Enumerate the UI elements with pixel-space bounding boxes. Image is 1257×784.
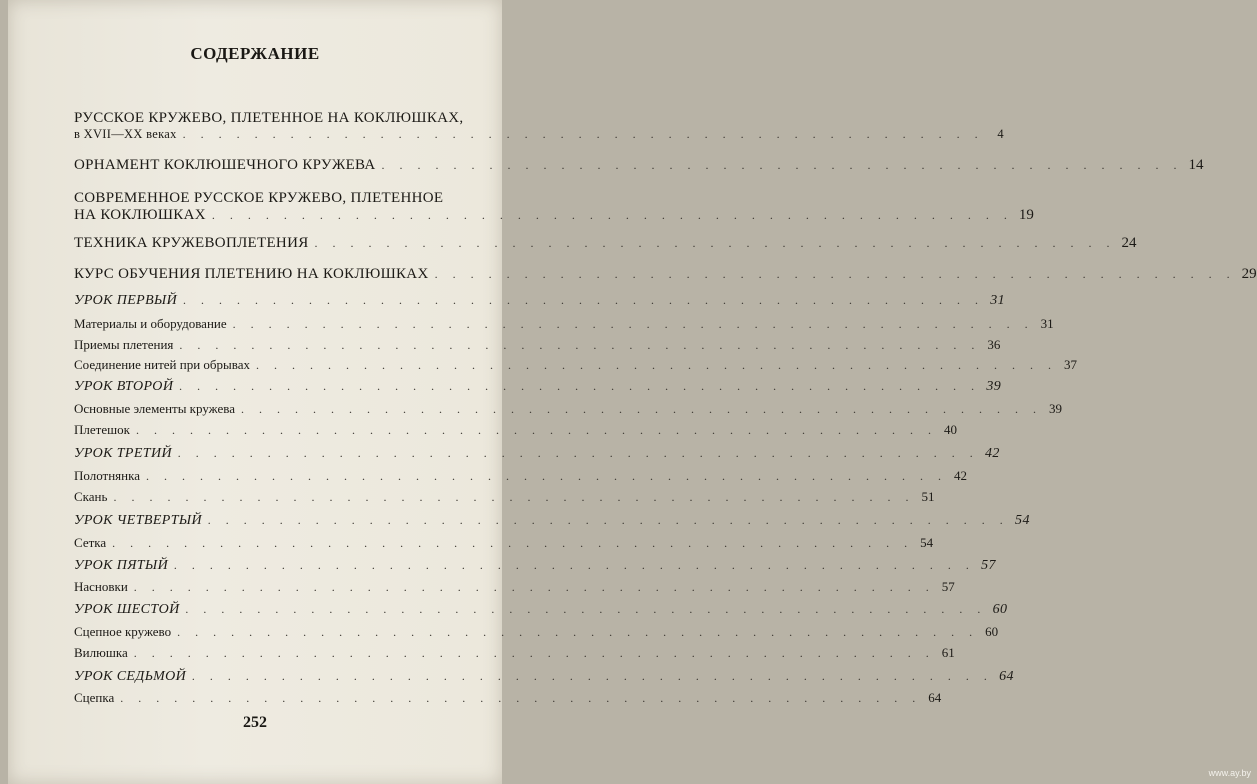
toc-entry-title: Плетешок bbox=[74, 422, 130, 437]
dot-leader: . . . . . . . . . . . . . . . . . . . . . . . . . . . . . . . . . . . . . . . . . . . . . bbox=[120, 691, 922, 705]
toc-page-number: 36 bbox=[987, 337, 1001, 352]
toc-entry bbox=[74, 535, 934, 551]
toc-page-number: 61 bbox=[941, 645, 955, 660]
toc-page-number: 42 bbox=[954, 468, 967, 483]
toc-entry-title: РУССКОЕ КРУЖЕВО, ПЛЕТЕННОЕ НА КОКЛЮШКАХ, bbox=[74, 110, 464, 126]
dot-leader: . . . . . . . . . . . . . . . . . . . . . . . . . . . . . . . . . . . . . . . . . . . . . bbox=[208, 513, 1010, 527]
toc-entry bbox=[74, 690, 942, 706]
toc-page-number: 51 bbox=[921, 489, 935, 504]
toc-entry-title: Вилюшка bbox=[74, 645, 128, 660]
dot-leader: . . . . . . . . . . . . . . . . . . . . . . . . . . . . . . . . . . . . . . . . . . . . . bbox=[113, 490, 915, 504]
dot-leader: . . . . . . . . . . . . . . . . . . . . . . . . . . . . . . . . . . . . . . . . . . . . . bbox=[211, 208, 1013, 222]
toc-entry bbox=[74, 624, 999, 640]
toc-page-number: 54 bbox=[920, 535, 934, 550]
toc-entry bbox=[74, 337, 1001, 353]
toc-entry bbox=[74, 579, 955, 595]
toc-entry-title: СОВРЕМЕННОЕ РУССКОЕ КРУЖЕВО, ПЛЕТЕННОЕ bbox=[74, 190, 444, 206]
toc-entry-title: УРОК ВТОРОЙ bbox=[74, 379, 174, 394]
toc-entry bbox=[74, 379, 1002, 395]
dot-leader: . . . . . . . . . . . . . . . . . . . . . . . . . . . . . . . . . . . . . . . . . . . . . bbox=[112, 536, 914, 550]
toc-page-number: 4 bbox=[997, 127, 1004, 141]
toc-page-number: 64 bbox=[928, 690, 942, 705]
toc-page-number: 64 bbox=[999, 669, 1014, 684]
page-heading: СОДЕРЖАНИЕ bbox=[190, 44, 320, 63]
toc-page-number: 19 bbox=[1018, 207, 1034, 223]
toc-page-number: 39 bbox=[1048, 401, 1062, 416]
toc-page-number: 29 bbox=[1241, 266, 1257, 282]
toc-entry-title: Сцепка bbox=[74, 690, 115, 705]
toc-entry-title: Приемы плетения bbox=[74, 337, 174, 352]
toc-page-number: 60 bbox=[992, 602, 1008, 617]
toc-entry-title: Соединение нитей при обрывах bbox=[74, 357, 250, 372]
dot-leader: . . . . . . . . . . . . . . . . . . . . . . . . . . . . . . . . . . . . . . . . . . . . . bbox=[182, 127, 984, 141]
toc-entry-title: Сетка bbox=[74, 535, 107, 550]
toc-entry bbox=[74, 235, 1137, 252]
toc-page-number: 60 bbox=[985, 624, 999, 639]
toc-entry-title: Полотнянка bbox=[74, 468, 140, 483]
dot-leader: . . . . . . . . . . . . . . . . . . . . . . . . . . . . . . . . . . . . . . . . . . . . . bbox=[192, 669, 994, 683]
dot-leader: . . . . . . . . . . . . . . . . . . . . . . . . . . . . . . . . . . . . . . . . . . . . . bbox=[133, 580, 935, 594]
dot-leader: . . . . . . . . . . . . . . . . . . . . . . . . . . . . . . . . . . . . . . . . . . . . . bbox=[240, 402, 1042, 416]
dot-leader: . . . . . . . . . . . . . . . . . . . . . . . . . . . . . . . . . . . . . . . . . . . . . bbox=[255, 358, 1057, 372]
toc-page-number: 42 bbox=[985, 446, 1000, 461]
toc-entry-title: ОРНАМЕНТ КОКЛЮШЕЧНОГО КРУЖЕВА bbox=[74, 157, 376, 173]
toc-entry-title: УРОК ПЕРВЫЙ bbox=[74, 293, 178, 308]
toc-entry-title: КУРС ОБУЧЕНИЯ ПЛЕТЕНИЮ НА КОКЛЮШКАХ bbox=[74, 266, 429, 282]
dot-leader: . . . . . . . . . . . . . . . . . . . . . . . . . . . . . . . . . . . . . . . . . . . . . bbox=[183, 293, 985, 307]
dot-leader: . . . . . . . . . . . . . . . . . . . . . . . . . . . . . . . . . . . . . . . . . . . . . bbox=[146, 469, 947, 483]
toc-entry bbox=[74, 316, 1054, 332]
toc-entry-title: УРОК ТРЕТИЙ bbox=[74, 446, 172, 461]
toc-entry-title: Насновки bbox=[74, 579, 128, 594]
toc-page-number: 24 bbox=[1121, 235, 1137, 251]
toc-page-number: 39 bbox=[986, 379, 1002, 394]
dot-leader: . . . . . . . . . . . . . . . . . . . . . . . . . . . . . . . . . . . . . . . . . . . . . bbox=[135, 423, 937, 437]
toc-entry bbox=[74, 110, 1004, 142]
toc-entry bbox=[74, 489, 935, 505]
toc-page-number: 37 bbox=[1063, 357, 1077, 372]
toc-entry-title: ТЕХНИКА КРУЖЕВОПЛЕТЕНИЯ bbox=[74, 235, 309, 251]
watermark: www.ay.by bbox=[1208, 768, 1251, 778]
toc-entry bbox=[74, 446, 1000, 462]
toc-page-number: 57 bbox=[941, 579, 955, 594]
dot-leader: . . . . . . . . . . . . . . . . . . . . . . . . . . . . . . . . . . . . . . . . . . . . . bbox=[177, 625, 979, 639]
toc-page-number: 54 bbox=[1015, 513, 1030, 528]
toc-entry bbox=[74, 602, 1008, 618]
dot-leader: . . . . . . . . . . . . . . . . . . . . . . . . . . . . . . . . . . . . . . . . . . . . . bbox=[174, 558, 976, 572]
toc-entry bbox=[74, 293, 1005, 309]
toc-entry bbox=[74, 357, 1077, 373]
toc-entry bbox=[74, 645, 955, 661]
dot-leader: . . . . . . . . . . . . . . . . . . . . . . . . . . . . . . . . . . . . . . . . . . . . . bbox=[179, 379, 981, 393]
toc-page-number: 31 bbox=[1040, 316, 1054, 331]
dot-leader: . . . . . . . . . . . . . . . . . . . . . . . . . . . . . . . . . . . . . . . . . . . . . bbox=[381, 158, 1183, 172]
dot-leader: . . . . . . . . . . . . . . . . . . . . . . . . . . . . . . . . . . . . . . . . . . . . . bbox=[314, 236, 1116, 250]
dot-leader: . . . . . . . . . . . . . . . . . . . . . . . . . . . . . . . . . . . . . . . . . . . . . bbox=[434, 267, 1236, 281]
dot-leader: . . . . . . . . . . . . . . . . . . . . . . . . . . . . . . . . . . . . . . . . . . . . . bbox=[179, 338, 981, 352]
toc-entry bbox=[74, 157, 1204, 174]
toc-entry bbox=[74, 468, 967, 484]
toc-page-number: 57 bbox=[981, 558, 996, 573]
toc-entry bbox=[74, 190, 1034, 224]
toc-entry-title: Материалы и оборудование bbox=[74, 316, 227, 331]
toc-entry bbox=[74, 422, 957, 438]
dot-leader: . . . . . . . . . . . . . . . . . . . . . . . . . . . . . . . . . . . . . . . . . . . . . bbox=[178, 446, 979, 460]
toc-entry bbox=[74, 401, 1062, 417]
toc-entry-title: Сцепное кружево bbox=[74, 624, 172, 639]
toc-page-number: 40 bbox=[943, 422, 957, 437]
toc-entry-title: Скань bbox=[74, 489, 108, 504]
dot-leader: . . . . . . . . . . . . . . . . . . . . . . . . . . . . . . . . . . . . . . . . . . . . . bbox=[133, 646, 935, 660]
toc-entry-title: НА КОКЛЮШКАХ bbox=[74, 207, 206, 223]
toc-entry-title: в XVII—XX веках bbox=[74, 127, 177, 141]
toc-entry bbox=[74, 513, 1030, 529]
toc-entry bbox=[74, 266, 1257, 283]
dot-leader: . . . . . . . . . . . . . . . . . . . . . . . . . . . . . . . . . . . . . . . . . . . . . bbox=[232, 317, 1034, 331]
toc-entry bbox=[74, 558, 996, 574]
toc-entry-title: УРОК ЧЕТВЕРТЫЙ bbox=[74, 513, 203, 528]
toc-page-number: 31 bbox=[990, 293, 1005, 308]
toc-page-number: 14 bbox=[1188, 157, 1204, 173]
toc-entry bbox=[74, 669, 1014, 685]
toc-entry-title: УРОК ПЯТЫЙ bbox=[74, 558, 169, 573]
page-number: 252 bbox=[243, 714, 267, 731]
toc-entry-title: УРОК СЕДЬМОЙ bbox=[74, 669, 187, 684]
dot-leader: . . . . . . . . . . . . . . . . . . . . . . . . . . . . . . . . . . . . . . . . . . . . . bbox=[185, 602, 987, 616]
toc-entry-title: УРОК ШЕСТОЙ bbox=[74, 602, 180, 617]
toc-entry-title: Основные элементы кружева bbox=[74, 401, 235, 416]
